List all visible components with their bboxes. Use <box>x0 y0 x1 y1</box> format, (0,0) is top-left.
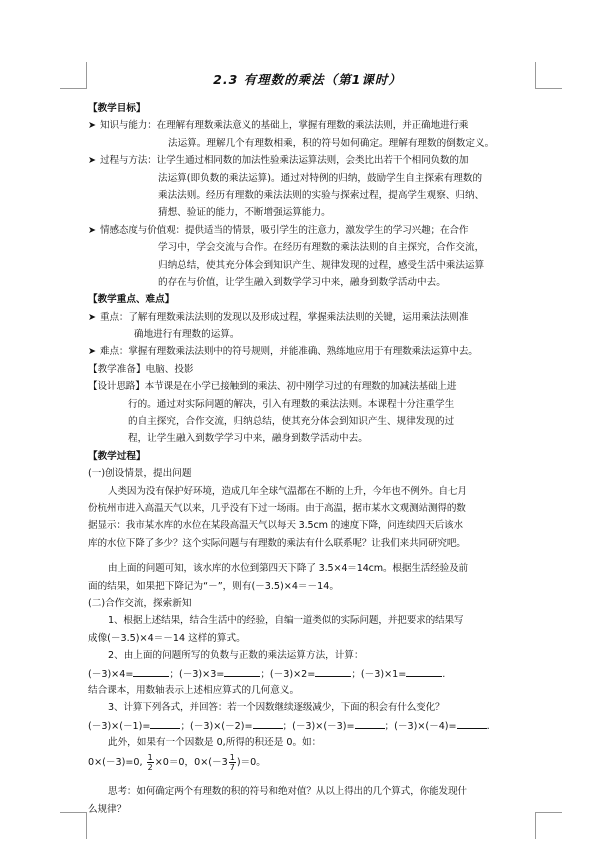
crop-mark-bottom-right <box>535 812 562 839</box>
result-paragraph-2: 面的结果，如果把下降记为“－”，则有(－3.5)×4＝－14。 <box>88 580 339 592</box>
preparation: 【教学准备】电脑、投影 <box>88 363 194 375</box>
keypoint-focus: ➤ 重点：了解有理数乘法法则的发现以及形成过程，掌握乘法法则的关键，运用乘法法则准 <box>88 309 536 326</box>
scenario-paragraph-2: 份杭州市进入高温天气以来，几乎没有下过一场雨。由于高温，据市某水文观测站测得的数 <box>88 502 466 514</box>
question-2: 2、由上面的问题所写的负数与正数的乘法运算方法，计算： <box>108 650 364 662</box>
step2-title: (二)合作交流，探索新知 <box>88 597 192 609</box>
bullet-arrow-icon: ➤ <box>88 346 96 358</box>
keypoint-difficulty: ➤ 难点：掌握有理数乘法法则中的符号规则，并能准确、熟练地应用于有理数乘法运算中去。 <box>88 343 536 360</box>
bullet-arrow-icon: ➤ <box>88 155 96 167</box>
objective-attitude-cont-3: 的存在与价值，让学生融入到数学学习中来，融身到数学活动中去。 <box>158 276 446 288</box>
bullet-arrow-icon: ➤ <box>88 311 96 323</box>
keypoint-focus-cont: 确地进行有理数的运算。 <box>134 329 240 341</box>
objective-attitude: ➤ 情感态度与价值观：提供适当的情景，吸引学生的注意力，激发学生的学习兴趣；在合作 <box>88 222 536 239</box>
objective-attitude-cont-1: 学习中，学会交流与合作。在经历有理数的乘法法则的自主探究，合作交流， <box>158 242 485 254</box>
answer-blank[interactable] <box>355 717 385 729</box>
question-2-expressions: (－3)×4= ；(－3)×3= ；(－3)×2= ；(－3)×1= . <box>88 665 536 682</box>
question-2-cont: 结合课本，用数轴表示上述相应算式的几何意义。 <box>88 684 300 696</box>
objective-process-cont-1: 法运算(即负数的乘法运算)。通过对特例的归纳，鼓励学生自主探索有理数的 <box>158 172 483 184</box>
objective-process: ➤ 过程与方法：让学生通过相同数的加法性验乘法运算法则，会类比出若干个相同负数的加 <box>88 152 536 169</box>
design-idea-cont-2: 的自主探究，合作交流，归纳总结，使其充分体会到知识产生、规律发现的过 <box>128 416 455 428</box>
think-question-cont: 么规律？ <box>88 803 127 815</box>
result-paragraph-1: 由上面的问题可知，该水库的水位到第四天下降了 3.5×4＝14cm。根据生活经验及前 <box>108 563 468 575</box>
lesson-plan-body <box>88 100 536 818</box>
answer-blank[interactable] <box>133 665 169 677</box>
fraction-one-seventh: $\frac{1}{7}$ <box>229 752 235 772</box>
bullet-arrow-icon: ➤ <box>88 224 96 236</box>
objective-knowledge-cont: 法运算。理解几个有理数相乘，积的符号如何确定。理解有理数的倒数定义。 <box>168 137 495 149</box>
question-3: 3、计算下列各式，并回答：若一个因数继续逐级减少，下面的积会有什么变化？ <box>108 702 445 714</box>
step1-title: (一)创设情景，提出问题 <box>88 468 192 480</box>
fraction-one-half: $\frac{1}{2}$ <box>147 752 153 772</box>
design-idea-cont-1: 行的。通过对实际问题的解决，引入有理数的乘法法则。本课程十分注重学生 <box>128 398 455 410</box>
answer-blank[interactable] <box>406 665 442 677</box>
objective-knowledge: ➤ 知识与能力：在理解有理数乘法意义的基础上，掌握有理数的乘法法则，并正确地进行乘 <box>88 117 536 134</box>
question-3-cont: 此外，如果有一个因数是 0,所得的积还是 0。如： <box>108 737 322 749</box>
keypoints-heading: 【教学重点、难点】 <box>88 294 175 306</box>
question-1: 1、根据上述结果，结合生活中的经验，自编一道类似的实际问题，并把要求的结果写 <box>108 615 464 627</box>
answer-blank[interactable] <box>150 717 180 729</box>
design-idea-cont-3: 程，让学生融入到数学学习中来，融身到数学活动中去。 <box>128 433 368 445</box>
objective-process-cont-2: 乘法法则。经历有理数的乘法法则的实验与探索过程，提高学生观察、归纳、 <box>158 189 485 201</box>
objective-attitude-cont-2: 归纳总结，使其充分体会到知识产生、规律发现的过程，感受生活中乘法运算 <box>158 259 485 271</box>
answer-blank[interactable] <box>315 665 351 677</box>
think-question: 思考：如何确定两个有理数的积的符号和绝对值？从以上得出的几个算式，你能发现什 <box>108 786 467 798</box>
document-title: 2.3 有理数的乘法（第1课时） <box>213 72 402 87</box>
answer-blank[interactable] <box>253 717 283 729</box>
bullet-arrow-icon: ➤ <box>88 120 96 132</box>
question-3-expressions: (－3)×(－1)= ；(－3)×(－2)= ；(－3)×(－3)= ；(－3)×(－4)= . <box>88 717 536 734</box>
answer-blank[interactable] <box>457 717 487 729</box>
question-1-cont: 成像(－3.5)×4＝－14 这样的算式。 <box>88 632 246 644</box>
zero-product-examples: 0×(－3)=0, $\frac{1}{2}$ ×0＝0，0×(－3 $\frac{1}{7}$ )＝0。 <box>88 752 266 772</box>
design-idea: 【设计思路】本节课是在小学已接触到的乘法、初中刚学习过的有理数的加减法基础上进 <box>88 381 457 393</box>
process-heading: 【教学过程】 <box>88 450 146 462</box>
objectives-heading: 【教学目标】 <box>88 103 146 114</box>
objective-process-cont-3: 猜想、验证的能力，不断增强运算能力。 <box>158 207 331 219</box>
answer-blank[interactable] <box>224 665 260 677</box>
crop-mark-bottom-left <box>60 812 87 839</box>
scenario-paragraph-3: 据显示：我市某水库的水位在某段高温天气以每天 3.5cm 的速度下降，问连续四天后该水 <box>88 520 463 532</box>
scenario-paragraph-1: 人类因为没有保护好环境，造成几年全球气温都在不断的上升，今年也不例外。自七月 <box>108 485 467 497</box>
scenario-paragraph-4: 库的水位下降了多少？这个实际问题与有理数的乘法有什么联系呢？让我们来共同研究吧。 <box>88 537 466 549</box>
